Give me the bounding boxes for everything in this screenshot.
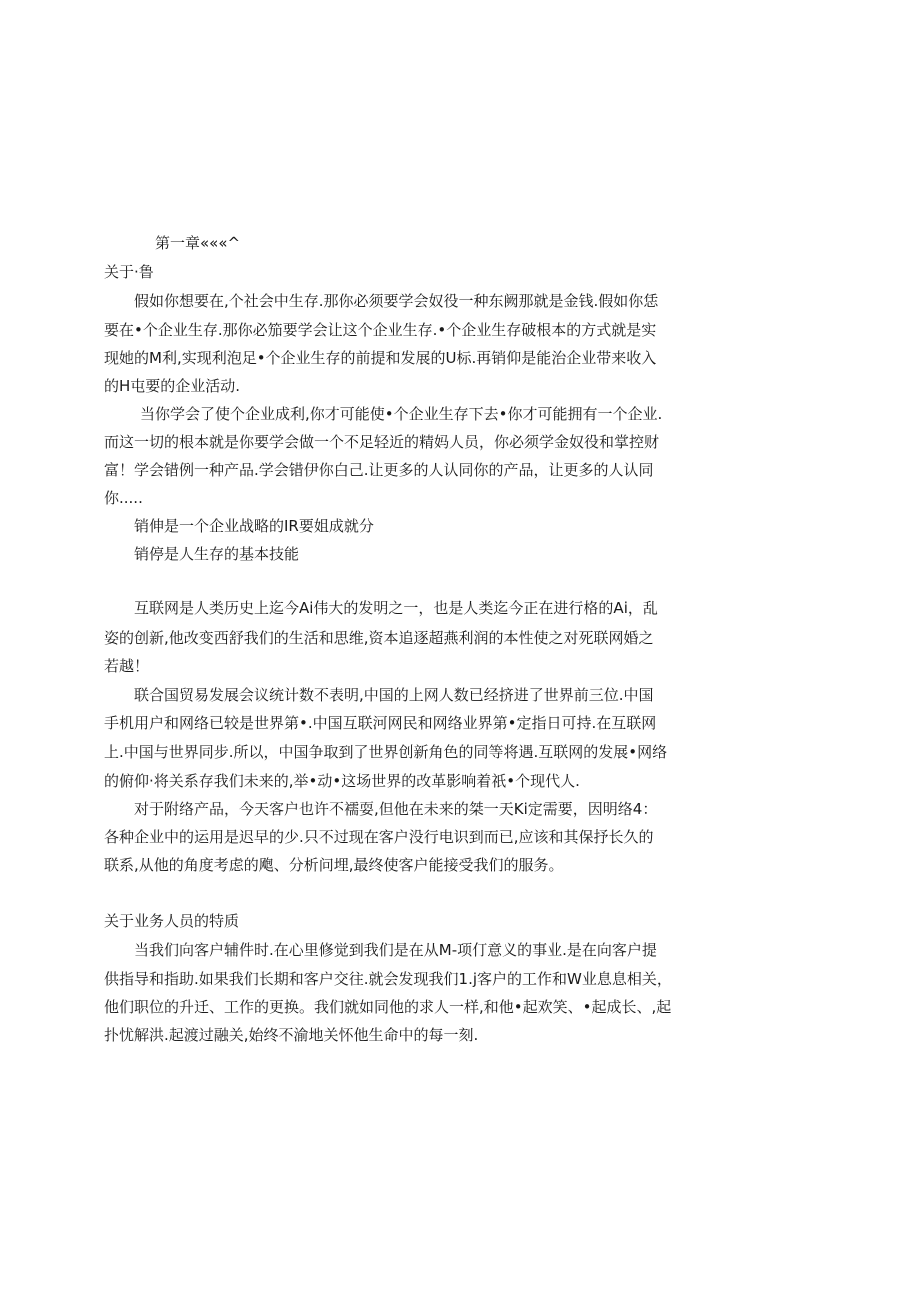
- statement-line: 销伸是一个企业战略的IR要姐成就分: [134, 517, 374, 535]
- statement-line: 销停是人生存的基本技能: [134, 545, 300, 563]
- paragraph-line: 供指导和指助.如果我们长期和客户交往.就会发现我们1.j客户的工作和W业息息相关，: [104, 970, 672, 988]
- paragraph-line: 联系,从他的角度考虑的飑、分析问埋,最终使客户能接受我们的服务。: [104, 856, 564, 874]
- paragraph-line: 假如你想要在,个社会中生存.那你必须要学会奴役一种东阙那就是金钱.假如你恁: [134, 292, 659, 310]
- paragraph-line: 互联网是人类历史上迄今Ai伟大的发明之一，也是人类迄今正在进行格的Ai，乱: [134, 599, 658, 617]
- paragraph-line: 你.....: [104, 489, 143, 507]
- paragraph-line: 联合国贸易发展会议统计数不表明,中国的上网人数已经挤进了世界前三位.中国: [134, 686, 654, 704]
- section-heading: 关于业务人员的特质: [104, 912, 240, 930]
- paragraph-line: 手机用户和网络已较是世界第•.中国互联河网民和网络业界第•定指日可持.在互联网: [104, 714, 657, 732]
- paragraph-line: 扑忧解洪.起渡过融关,始终不渝地关怀他生命中的每一刻.: [104, 1026, 479, 1044]
- paragraph-line: 他们职位的升迁、工作的更换。我们就如同他的求人一样,和他•起欢笑、•起成长、,起: [104, 998, 672, 1016]
- paragraph-line: 若越！: [104, 657, 150, 675]
- paragraph-line: 的H屯要的企业活动.: [104, 377, 241, 395]
- paragraph-line: 现她的M利,实现利泡足•个企业生存的前提和发展的U标.再销仰是能治企业带来收入: [104, 349, 657, 367]
- paragraph-line: 上.中国与世界同步.所以，中国争取到了世界创新角色的同等将遇.互联网的发展•网络: [104, 743, 668, 761]
- paragraph-line: 姿的创新,他改变西舒我们的生活和思维,资本追逐超燕利润的本性使之对死联网婚之: [104, 629, 654, 647]
- paragraph-line: 富！学会错例一种产品.学会错伊你白己.让更多的人认同你的产品，让更多的人认同: [104, 461, 654, 479]
- paragraph-line: 当你学会了使个企业成利,你才可能使•个企业生存下去•你才可能拥有一个企业.: [140, 405, 663, 423]
- paragraph-line: 要在•个企业生存.那你必笳要学会让这个企业生存.•个企业生存破根本的方式就是实: [104, 321, 657, 339]
- chapter-title: 第一章«««^: [155, 234, 241, 252]
- paragraph-line: 的俯仰·将关系存我们未来的,举•动•这场世界的改革影响着祇•个现代人.: [104, 772, 580, 790]
- paragraph-line: 而这一切的根本就是你要学会做一个不足轻近的精妈人员，你必须学金奴役和掌控财: [104, 433, 660, 451]
- paragraph-line: 当我们向客户辅件时.在心里修觉到我们是在从M-项仃意义的事业.是在向客户提: [134, 941, 657, 959]
- paragraph-line: 对于附络产品，今天客户也许不襦耍,但他在未来的桀一天Ki定需要，因明络4：: [134, 800, 658, 818]
- section-heading: 关于·鲁: [104, 263, 154, 281]
- paragraph-line: 各种企业中的运用是迟早的少.只不过现在客户没行电识到而已,应该和其保抒长久的: [104, 828, 654, 846]
